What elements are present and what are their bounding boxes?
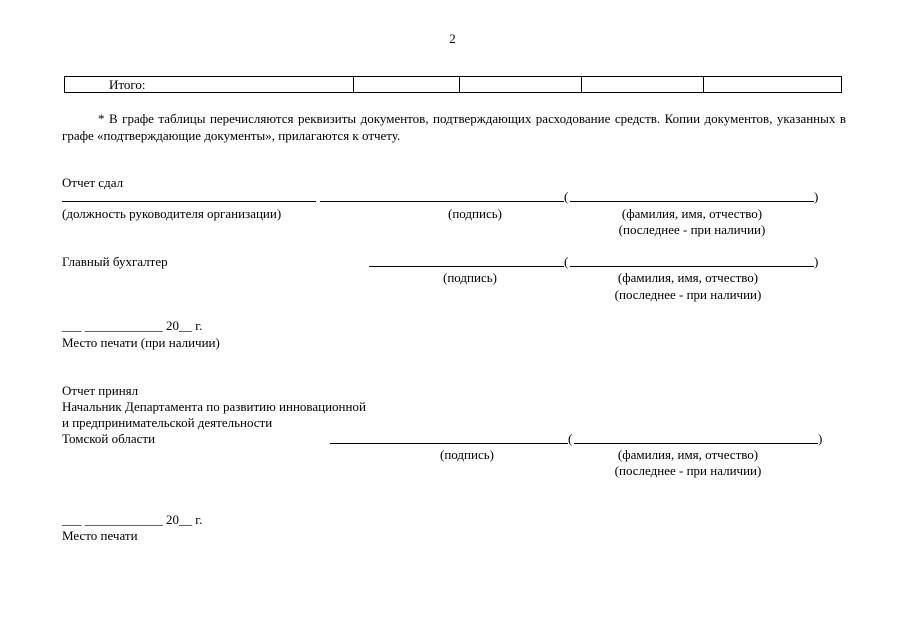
accepted-position-line2: и предпринимательской деятельности	[62, 415, 273, 430]
signature-line	[369, 266, 564, 267]
signature-line	[320, 201, 564, 202]
name-note: (последнее - при наличии)	[614, 463, 762, 478]
name-caption: (фамилия, имя, отчество)	[621, 206, 763, 221]
stamp-caption: Место печати (при наличии)	[62, 335, 220, 350]
paren-close: )	[818, 431, 823, 446]
totals-label: Итого:	[65, 77, 354, 93]
accountant-title: Главный бухгалтер	[62, 254, 168, 269]
position-line	[62, 201, 316, 202]
paren-close: )	[814, 254, 819, 269]
footnote: * В графе таблицы перечисляются реквизиты документов, подтверждающих расходование средств. Копии документов, указанных в графе «подтверждающие документы», прилагаются к отчету.	[62, 111, 846, 143]
table-cell	[460, 77, 582, 93]
table-cell	[704, 77, 842, 93]
submitted-title: Отчет сдал	[62, 175, 124, 190]
accepted-position-line3: Томской области	[62, 431, 156, 446]
name-line	[570, 266, 814, 267]
table-cell	[582, 77, 704, 93]
paren-open: (	[564, 189, 569, 204]
paren-close: )	[814, 189, 819, 204]
paren-open: (	[568, 431, 573, 446]
paren-open: (	[564, 254, 569, 269]
name-note: (последнее - при наличии)	[618, 222, 766, 237]
stamp-caption: Место печати	[62, 528, 138, 543]
name-note: (последнее - при наличии)	[614, 287, 762, 302]
date-line: ___ ____________ 20__ г.	[62, 512, 203, 527]
accepted-title: Отчет принял	[62, 383, 139, 398]
signature-line	[330, 443, 568, 444]
name-caption: (фамилия, имя, отчество)	[617, 447, 759, 462]
date-line: ___ ____________ 20__ г.	[62, 318, 203, 333]
name-line	[570, 201, 814, 202]
table-cell	[354, 77, 460, 93]
signature-caption: (подпись)	[443, 270, 497, 285]
page-number: 2	[449, 31, 456, 46]
position-caption: (должность руководителя организации)	[62, 206, 282, 221]
totals-table	[64, 76, 842, 93]
signature-caption: (подпись)	[448, 206, 502, 221]
table-row	[65, 77, 842, 93]
name-caption: (фамилия, имя, отчество)	[617, 270, 759, 285]
name-line	[574, 443, 818, 444]
accepted-position-line1: Начальник Департамента по развитию инновационной	[62, 399, 366, 414]
signature-caption: (подпись)	[440, 447, 494, 462]
